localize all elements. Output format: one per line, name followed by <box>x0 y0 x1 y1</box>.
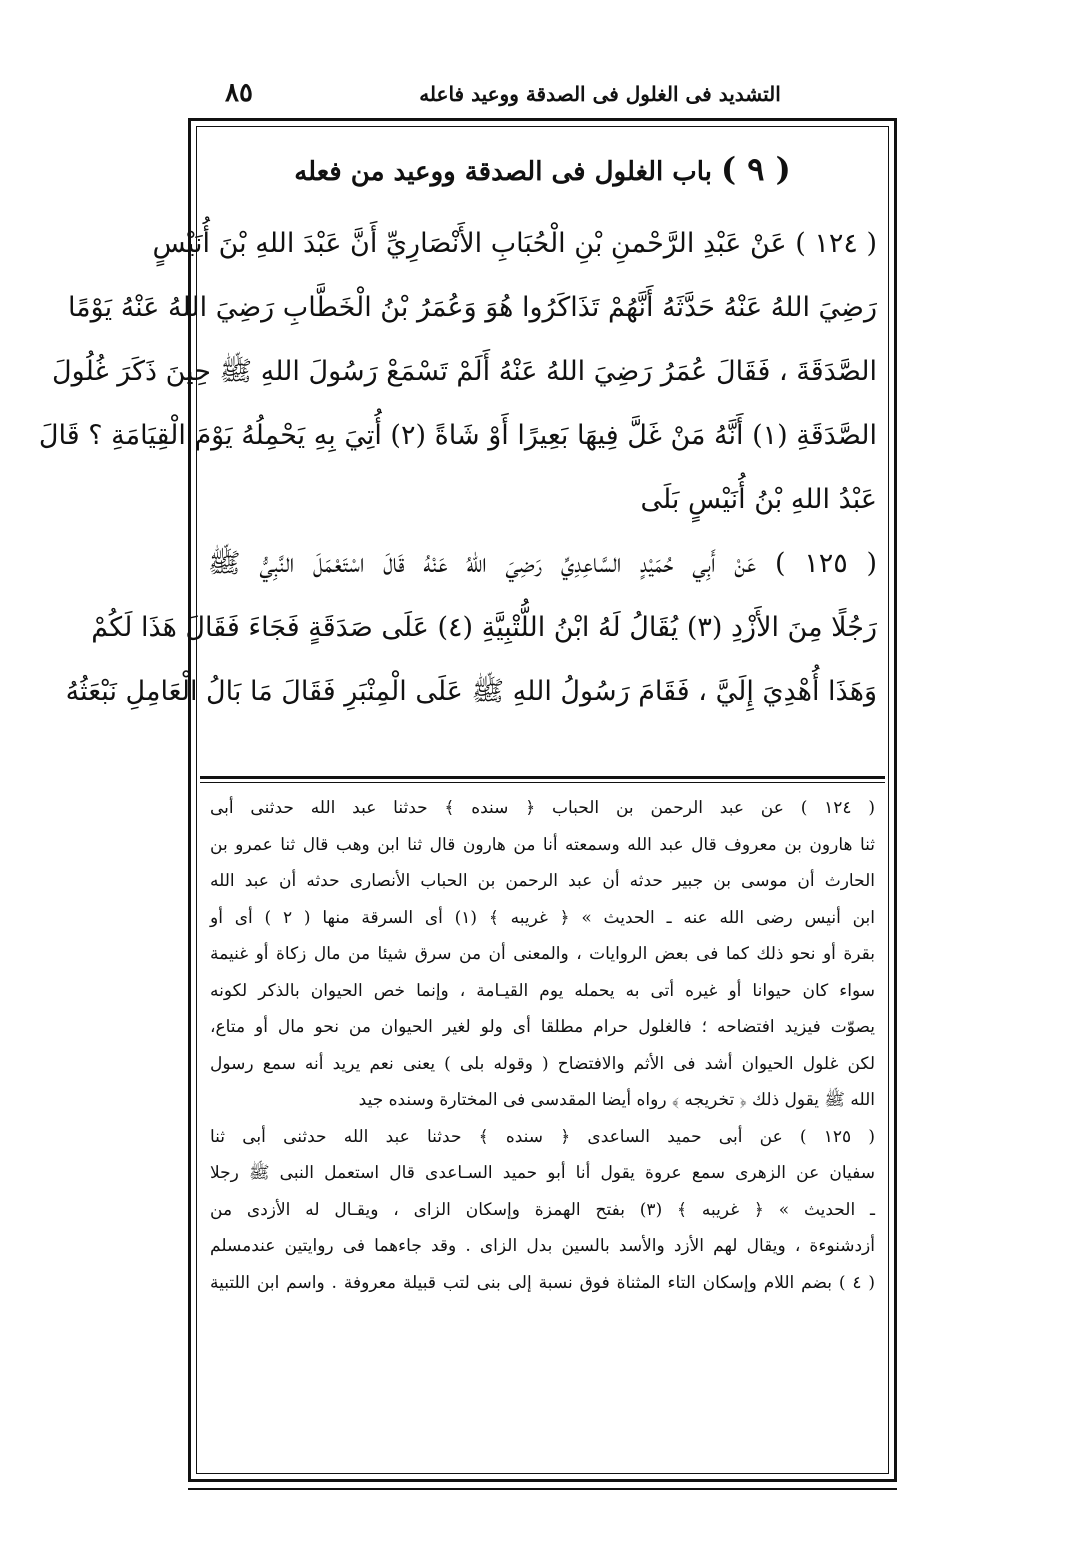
note-line: سواء كان حيوانا أو غيره أتى به يحمله يوم القيـامة ، وإنما خص الحيوان بالذكر لكونه <box>210 980 875 1001</box>
hadith-line: عَبْدُ اللهِ بْنُ أُنَيْسٍ بَلَى <box>640 484 877 515</box>
running-title: التشديد فى الغلول فى الصدقة ووعيد فاعله <box>419 82 781 106</box>
chapter-number: ( ٩ ) <box>721 150 791 188</box>
note-line: يصوّت فيزيد افتضاحه ؛ فالغلول حرام مطلقا أى ولو لغير الحيوان من نحو مال أو متاع، <box>210 1017 875 1037</box>
hadith-text <box>38 212 885 724</box>
note-line: ( ١٢٤ ) عن عبد الرحمن بن الحباب ﴿ سنده ﴾ حدثنا عبد الله حدثنى أبى <box>210 798 875 818</box>
note-line: بقرة أو نحو ذلك كما فى بعض الروايات ، والمعنى أن من سرق شيئا من مال زكاة أو غنيمة <box>210 944 875 964</box>
note-line: سفيان عن الزهرى سمع عروة يقول أنا أبو حميد السـاعدى قال استعمل النبى ﷺ رجلا <box>210 1163 875 1183</box>
note-line: الحارث أن موسى بن جبير حدثه أن عبد الرحمن بن الحباب الأنصارى حدثه أن عبد الله <box>210 871 875 891</box>
section-divider <box>200 776 885 779</box>
section-divider <box>200 782 885 783</box>
note-line: ثنا هارون بن معروف قال عبد الله وسمعته أنا من هارون قال ثنا ابن وهب قال ثنا عمرو بن <box>210 834 875 855</box>
commentary-notes <box>200 790 885 1301</box>
note-line: أزدشنوءة ، ويقال لهم الأزد والأسد بالسين بدل الزاى . وقد جاءهما فى روايتين عندمسلم <box>210 1236 875 1256</box>
note-line: الله ﷺ يقول ذلك ﴿ تخريجه ﴾ رواه أيضا المقدسى فى المختارة وسنده جيد <box>358 1090 875 1110</box>
note-line: ( ١٢٥ ) عن أبى حميد الساعدى ﴿ سنده ﴾ حدثنا عبد الله حدثنى أبى ثنا <box>210 1126 875 1147</box>
hadith-line: الصَّدَقَةَ ، فَقَالَ عُمَرُ رَضِيَ اللهُ عَنْهُ أَلَمْ تَسْمَعْ رَسُولَ اللهِ ﷺ حِينَ ذَكَرَ غُلُولَ <box>52 356 877 387</box>
chapter-title: باب الغلول فى الصدقة ووعيد من فعله <box>294 157 712 187</box>
note-line: ـ الحديث » ﴿ غريبه ﴾ (٣) بفتح الهمزة وإسكان الزاى ، ويقـال له الأزدى من <box>210 1199 876 1220</box>
note-line: ابن أنيس رضى الله عنه ـ الحديث » ﴿ غريبه ﴾ (١) أى السرقة منها ( ٢ ) أى أو <box>210 907 875 928</box>
hadith-line: رَجُلًا مِنَ الأَزْدِ (٣) يُقَالُ لَهُ ابْنُ اللُّتْبِيَّةِ (٤) عَلَى صَدَقَةٍ فَجَاءَ فَقَالَ هَذَا لَكُمْ <box>91 612 877 643</box>
note-line: ( ٤ ) بضم اللام وإسكان التاء المثناة فوق نسبة إلى بنى لتب قبيلة معروفة . واسم ابن اللتبية <box>210 1272 875 1293</box>
bottom-rule <box>188 1488 897 1490</box>
hadith-line: رَضِيَ اللهُ عَنْهُ حَدَّثَهُ أَنَّهُمْ تَذَاكَرُوا هُوَ وَعُمَرُ بْنُ الْخَطَّابِ رَضِيَ اللهُ عَنْهُ يَوْمًا <box>67 292 877 323</box>
note-line: لكن غلول الحيوان أشد فى الأثم والافتضاح ( وقوله بلى ) يعنى نعم يريد أنه سمع رسول <box>210 1053 875 1074</box>
chapter-heading <box>220 150 865 188</box>
page-number: ٨٥ <box>225 78 253 108</box>
hadith-line: الصَّدَقَةِ (١) أَنَّهُ مَنْ غَلَّ فِيهَا بَعِيرًا أَوْ شَاةً (٢) أُتِيَ بِهِ يَحْمِلُهُ يَوْمَ الْقِيَامَةِ ؟ قَالَ <box>38 420 877 451</box>
hadith-line: وَهَذَا أُهْدِيَ إِلَيَّ ، فَقَامَ رَسُولُ اللهِ ﷺ عَلَى الْمِنْبَرِ فَقَالَ مَا بَالُ الْعَامِلِ نَبْعَثُهُ <box>65 676 877 707</box>
hadith-line: ( ١٢٤ ) عَنْ عَبْدِ الرَّحْمنِ بْنِ الْحُبَابِ الأَنْصَارِيِّ أَنَّ عَبْدَ اللهِ بْنَ أُنَيْسٍ <box>152 228 877 259</box>
hadith-line: ( ١٢٥ ) عَنْ أَبِي حُمَيْدٍ السَّاعِدِيِّ رَضِيَ اللهُ عَنْهُ قَالَ اسْتَعْمَلَ النَّبِيُّ ﷺ <box>208 548 877 579</box>
